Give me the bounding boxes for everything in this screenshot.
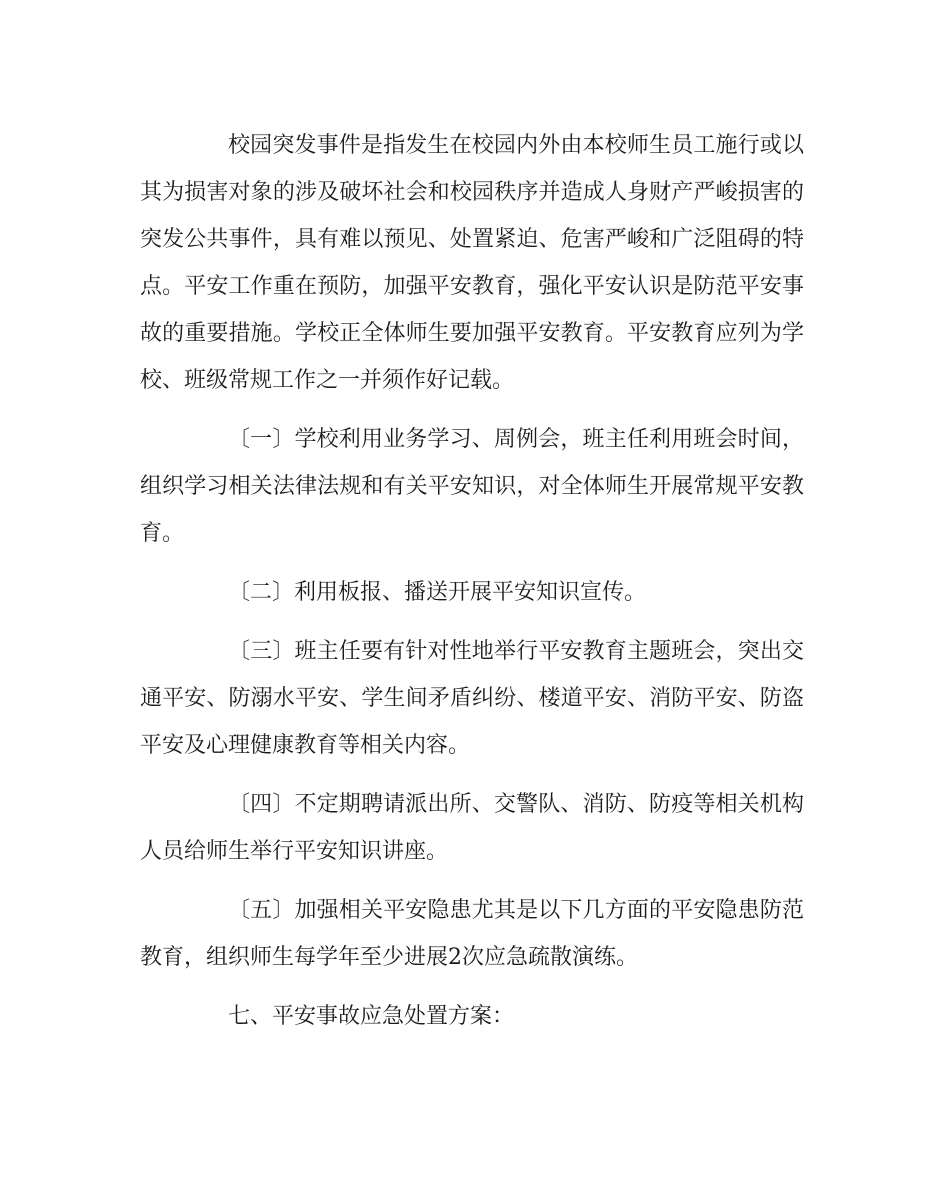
document-body bbox=[140, 122, 804, 1052]
section-heading-7: 七、平安事故应急处置方案： bbox=[228, 1004, 515, 1029]
paragraph-item-3: 〔三〕班主任要有针对性地举行平安教育主题班会，突出交通平安、防溺水平安、学生间矛盾纠纷、楼道平安、消防平安、防盗平安及心理健康教育等相关内容。 bbox=[140, 639, 804, 758]
paragraph-item-5: 〔五〕加强相关平安隐患尤其是以下几方面的平安隐患防范教育，组织师生每学年至少进展2次应急疏散演练。 bbox=[140, 898, 804, 970]
paragraph-item-4: 〔四〕不定期聘请派出所、交警队、消防、防疫等相关机构人员给师生举行平安知识讲座。 bbox=[140, 792, 804, 864]
paragraph-item-2: 〔二〕利用板报、播送开展平安知识宣传。 bbox=[228, 580, 647, 605]
paragraph-intro: 校园突发事件是指发生在校园内外由本校师生员工施行或以其为损害对象的涉及破坏社会和校园秩序并造成人身财产严峻损害的突发公共事件，具有难以预见、处置紧迫、危害严峻和广泛阻碍的特点。平安工作重在预防，加强平安教育，强化平安认识是防范平安事故的重要措施。学校正全体师生要加强平安教育。平安教育应列为学校、班级常规工作之一并须作好记载。 bbox=[140, 133, 804, 393]
paragraph-item-1: 〔一〕学校利用业务学习、周例会，班主任利用班会时间，组织学习相关法律法规和有关平安知识，对全体师生开展常规平安教育。 bbox=[140, 427, 804, 546]
